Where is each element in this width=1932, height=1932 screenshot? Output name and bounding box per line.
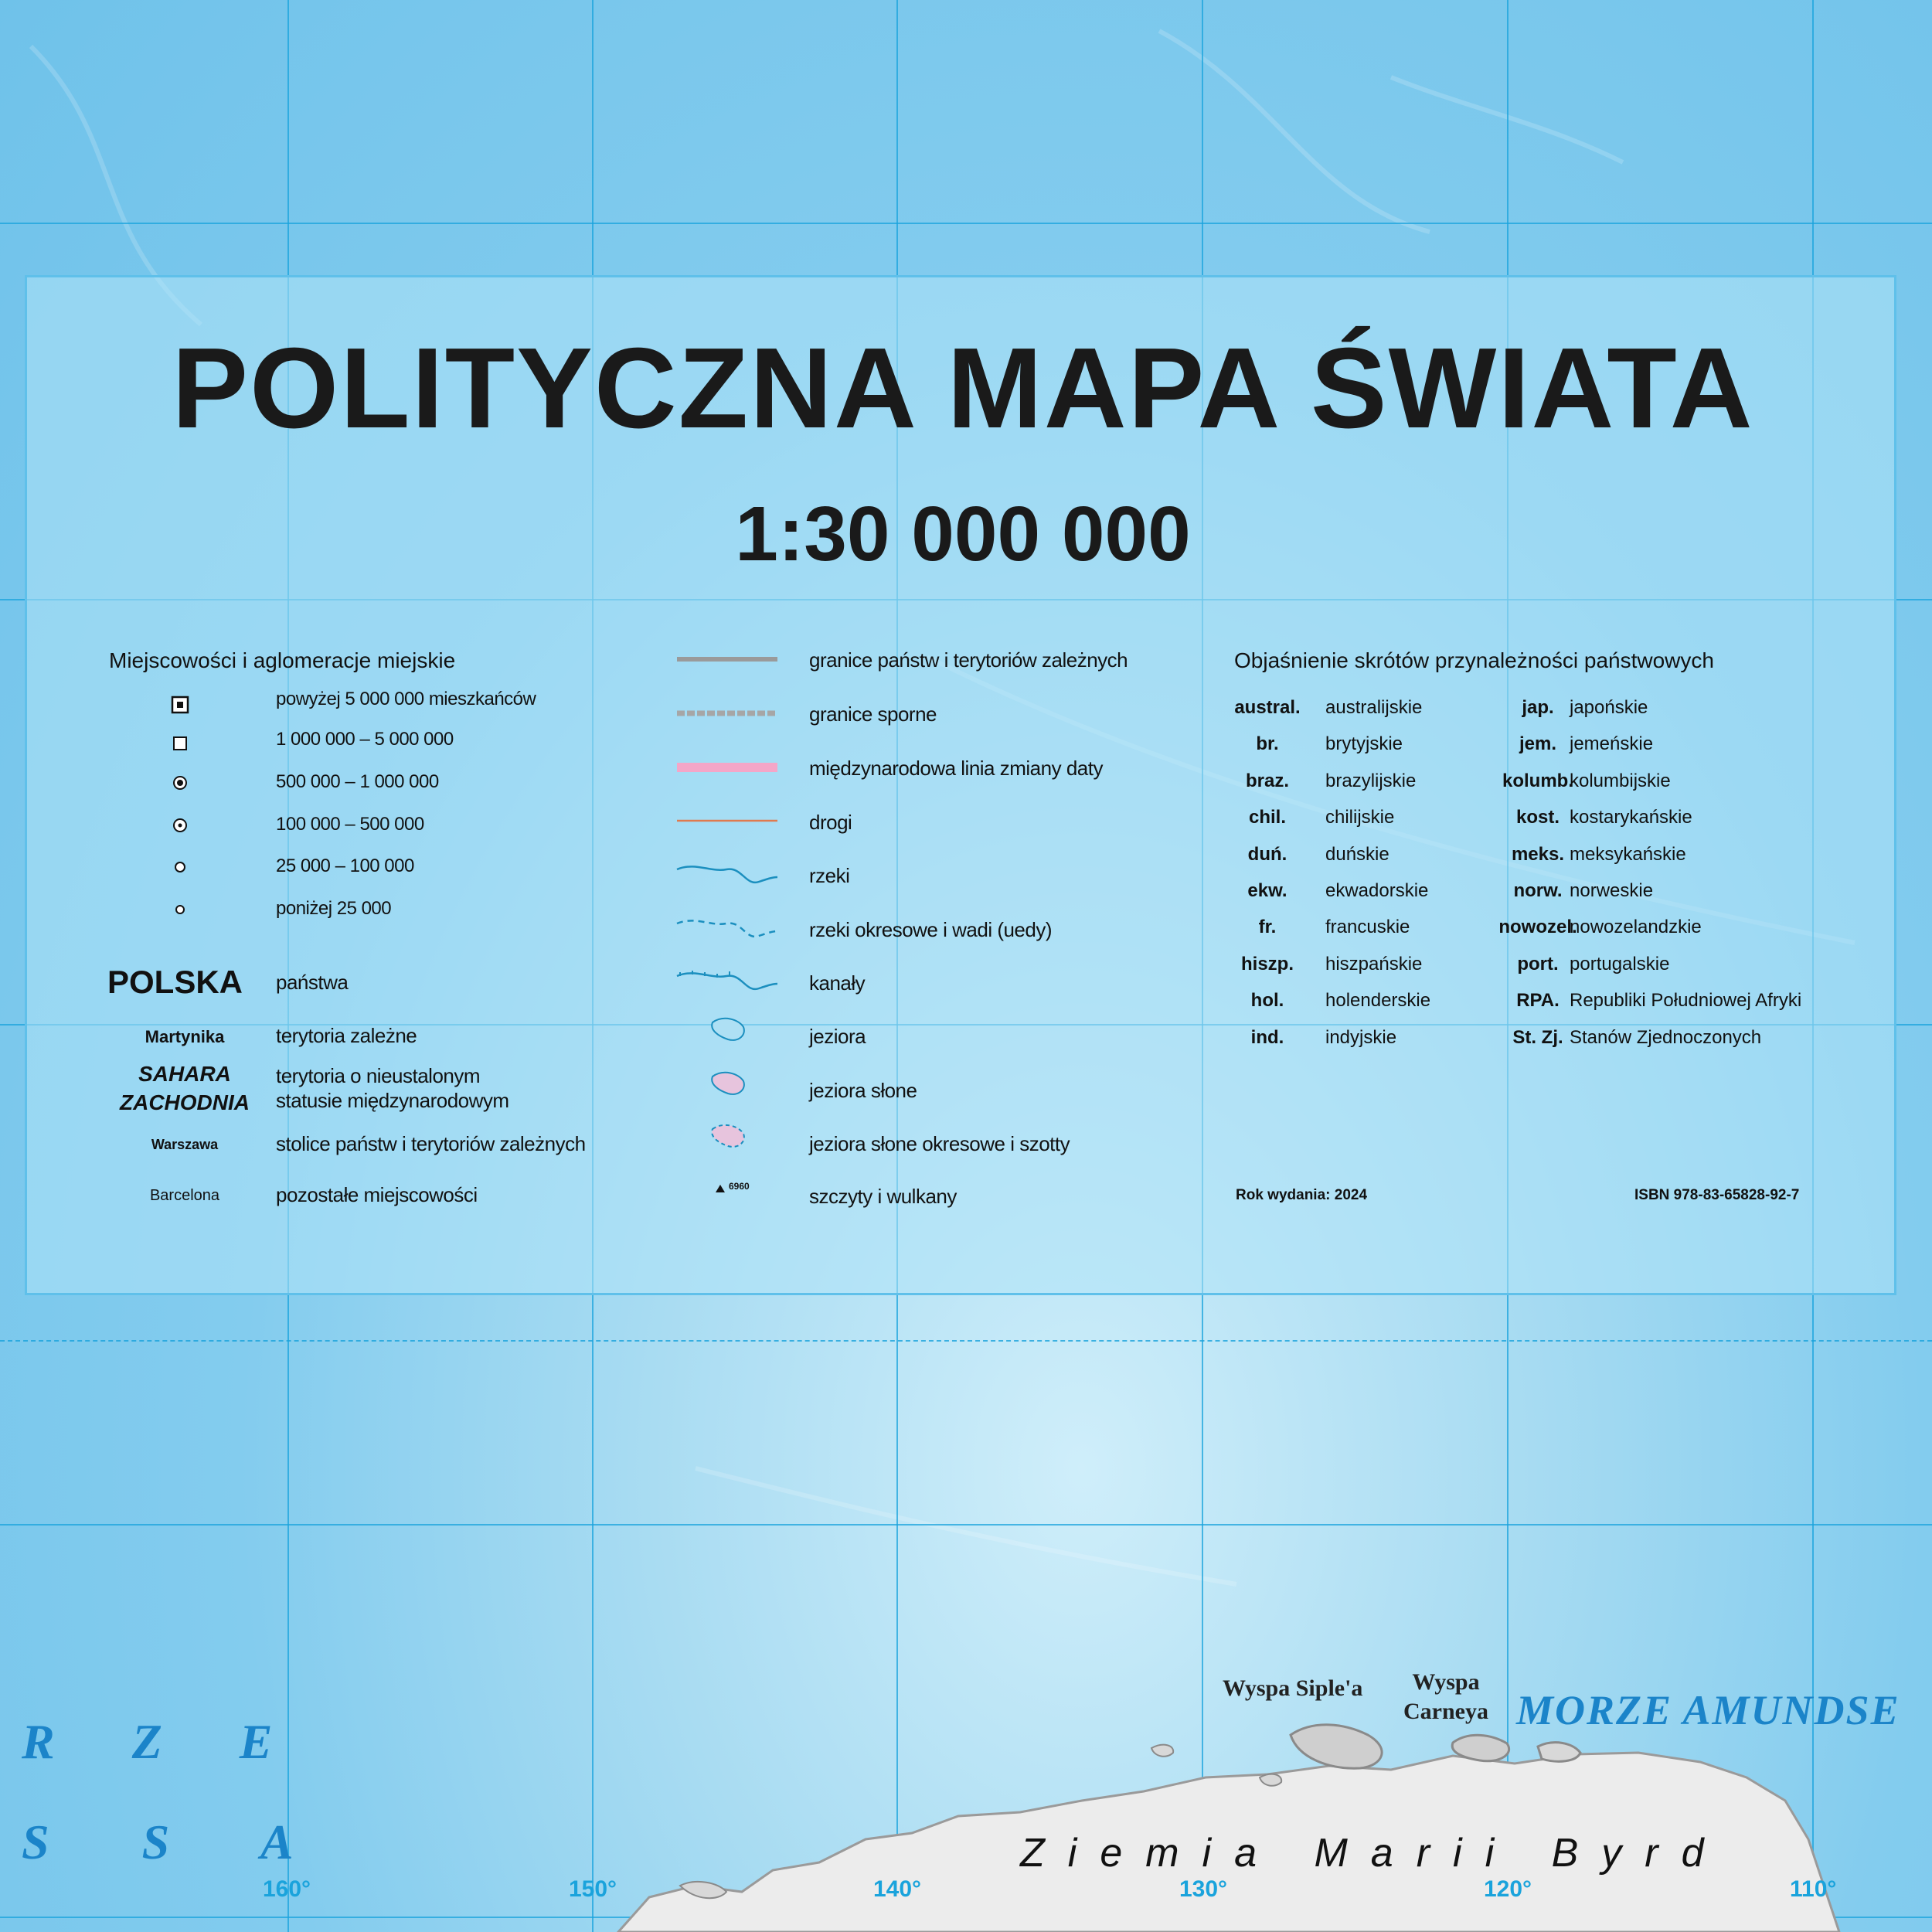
- abbreviation-code: jap.: [1522, 697, 1554, 718]
- sea-label-line-1: R Z E: [22, 1714, 305, 1769]
- line-legend-label: szczyty i wulkany: [809, 1185, 957, 1208]
- settlement-size-label: poniżej 25 000: [276, 898, 392, 919]
- settlement-size-label: 500 000 – 1 000 000: [276, 771, 439, 792]
- abbreviation-meaning: francuskie: [1325, 917, 1410, 938]
- abbreviation-code: austral.: [1234, 697, 1301, 718]
- abbreviation-meaning: australijskie: [1325, 697, 1423, 718]
- island-label-carney-1: Wyspa: [1412, 1669, 1480, 1695]
- abbreviation-meaning: chilijskie: [1325, 807, 1395, 828]
- abbreviation-meaning: portugalskie: [1570, 953, 1670, 975]
- abbreviation-code: br.: [1256, 733, 1279, 755]
- label-warszawa: Warszawa: [151, 1137, 219, 1152]
- label-martynika-desc: terytoria zależne: [276, 1024, 417, 1047]
- line-legend-label: jeziora słone: [809, 1079, 917, 1102]
- edition-year: Rok wydania: 2024: [1236, 1187, 1368, 1203]
- abbreviation-meaning: japońskie: [1570, 697, 1648, 718]
- abbreviation-meaning: brytyjskie: [1325, 733, 1403, 755]
- abbreviation-code: nowozel.: [1498, 917, 1577, 938]
- label-sahara-desc-2: statusie międzynarodowym: [276, 1089, 509, 1112]
- abbreviation-code: port.: [1517, 953, 1559, 975]
- island-label-siple: Wyspa Siple'a: [1223, 1675, 1363, 1701]
- abbreviation-code: RPA.: [1516, 990, 1560, 1012]
- abbreviation-meaning: kolumbijskie: [1570, 770, 1671, 791]
- label-sahara-1: SAHARA: [138, 1062, 231, 1086]
- label-warszawa-desc: stolice państw i terytoriów zależnych: [276, 1132, 586, 1155]
- settlement-size-label: 100 000 – 500 000: [276, 814, 424, 835]
- line-legend-label: jeziora: [809, 1025, 866, 1048]
- label-polska: POLSKA: [107, 964, 243, 1000]
- abbreviation-code: braz.: [1245, 770, 1289, 791]
- line-legend-label: granice sporne: [809, 702, 937, 726]
- sea-label-line-2: S S A: [22, 1815, 334, 1869]
- island-label-carney-2: Carneya: [1403, 1699, 1488, 1724]
- abbreviation-meaning: duńskie: [1325, 843, 1389, 865]
- abbreviation-code: kost.: [1515, 807, 1560, 828]
- abbreviation-meaning: brazylijskie: [1325, 770, 1417, 791]
- line-legend-label: międzynarodowa linia zmiany daty: [809, 757, 1103, 780]
- abbreviation-meaning: hiszpańskie: [1325, 953, 1423, 975]
- label-sahara-2: ZACHODNIA: [120, 1090, 250, 1114]
- longitude-label: 130°: [1179, 1876, 1228, 1902]
- abbreviation-meaning: meksykańskie: [1570, 843, 1686, 865]
- label-sahara-desc-1: terytoria o nieustalonym: [276, 1064, 481, 1087]
- line-legend-label: drogi: [809, 811, 852, 834]
- longitude-label: 120°: [1484, 1876, 1532, 1902]
- abbreviation-code: St. Zj.: [1512, 1026, 1563, 1048]
- abbreviation-code: kolumb.: [1502, 770, 1573, 791]
- longitude-label: 140°: [873, 1876, 922, 1902]
- abbreviation-code: ekw.: [1247, 880, 1287, 901]
- label-barcelona: Barcelona: [149, 1187, 220, 1204]
- peak-elevation-label: 6960: [729, 1181, 750, 1192]
- line-legend-label: rzeki: [809, 864, 850, 887]
- abbreviation-code: ind.: [1250, 1026, 1284, 1048]
- abbreviation-meaning: Republiki Południowej Afryki: [1570, 990, 1802, 1012]
- abbreviation-code: fr.: [1258, 917, 1277, 938]
- settlements-heading: Miejscowości i aglomeracje miejskie: [109, 648, 456, 672]
- land-label-marie-byrd: Ziemia Marii Byrd: [1020, 1831, 1727, 1876]
- abbreviation-meaning: indyjskie: [1325, 1026, 1397, 1048]
- abbreviation-meaning: norweskie: [1570, 880, 1654, 901]
- longitude-label: 110°: [1790, 1876, 1837, 1902]
- abbreviation-code: meks.: [1511, 843, 1565, 865]
- abbreviation-meaning: jemeńskie: [1570, 733, 1654, 755]
- line-legend-label: kanały: [809, 971, 866, 995]
- abbreviation-code: hol.: [1250, 990, 1284, 1012]
- settlement-size-label: 25 000 – 100 000: [276, 855, 414, 876]
- label-martynika: Martynika: [145, 1027, 225, 1046]
- label-barcelona-desc: pozostałe miejscowości: [276, 1183, 478, 1206]
- line-legend-label: rzeki okresowe i wadi (uedy): [809, 918, 1053, 941]
- isbn: ISBN 978-83-65828-92-7: [1634, 1187, 1800, 1203]
- settlement-size-label: powyżej 5 000 000 mieszkańców: [276, 689, 536, 709]
- map-title: POLITYCZNA MAPA ŚWIATA: [172, 325, 1754, 452]
- abbreviation-code: hiszp.: [1240, 953, 1294, 975]
- label-polska-desc: państwa: [276, 971, 349, 994]
- abbreviation-code: jem.: [1519, 733, 1557, 755]
- abbreviation-meaning: holenderskie: [1325, 990, 1431, 1012]
- abbreviation-meaning: ekwadorskie: [1325, 880, 1429, 901]
- abbreviation-code: duń.: [1247, 843, 1287, 865]
- map-scale: 1:30 000 000: [735, 491, 1191, 577]
- abbreviation-meaning: Stanów Zjednoczonych: [1570, 1026, 1762, 1048]
- abbreviation-meaning: kostarykańskie: [1570, 807, 1692, 828]
- abbreviations-heading: Objaśnienie skrótów przynależności państwowych: [1234, 648, 1714, 672]
- abbreviation-meaning: nowozelandzkie: [1570, 917, 1702, 938]
- sea-label-amundsen: MORZE AMUNDSE: [1516, 1687, 1900, 1733]
- line-legend-label: granice państw i terytoriów zależnych: [809, 648, 1128, 672]
- abbreviation-code: norw.: [1513, 880, 1563, 901]
- longitude-label: 160°: [263, 1876, 311, 1902]
- longitude-label: 150°: [569, 1876, 617, 1902]
- settlement-size-label: 1 000 000 – 5 000 000: [276, 729, 454, 750]
- abbreviation-code: chil.: [1248, 807, 1286, 828]
- line-legend-label: jeziora słone okresowe i szotty: [809, 1132, 1070, 1155]
